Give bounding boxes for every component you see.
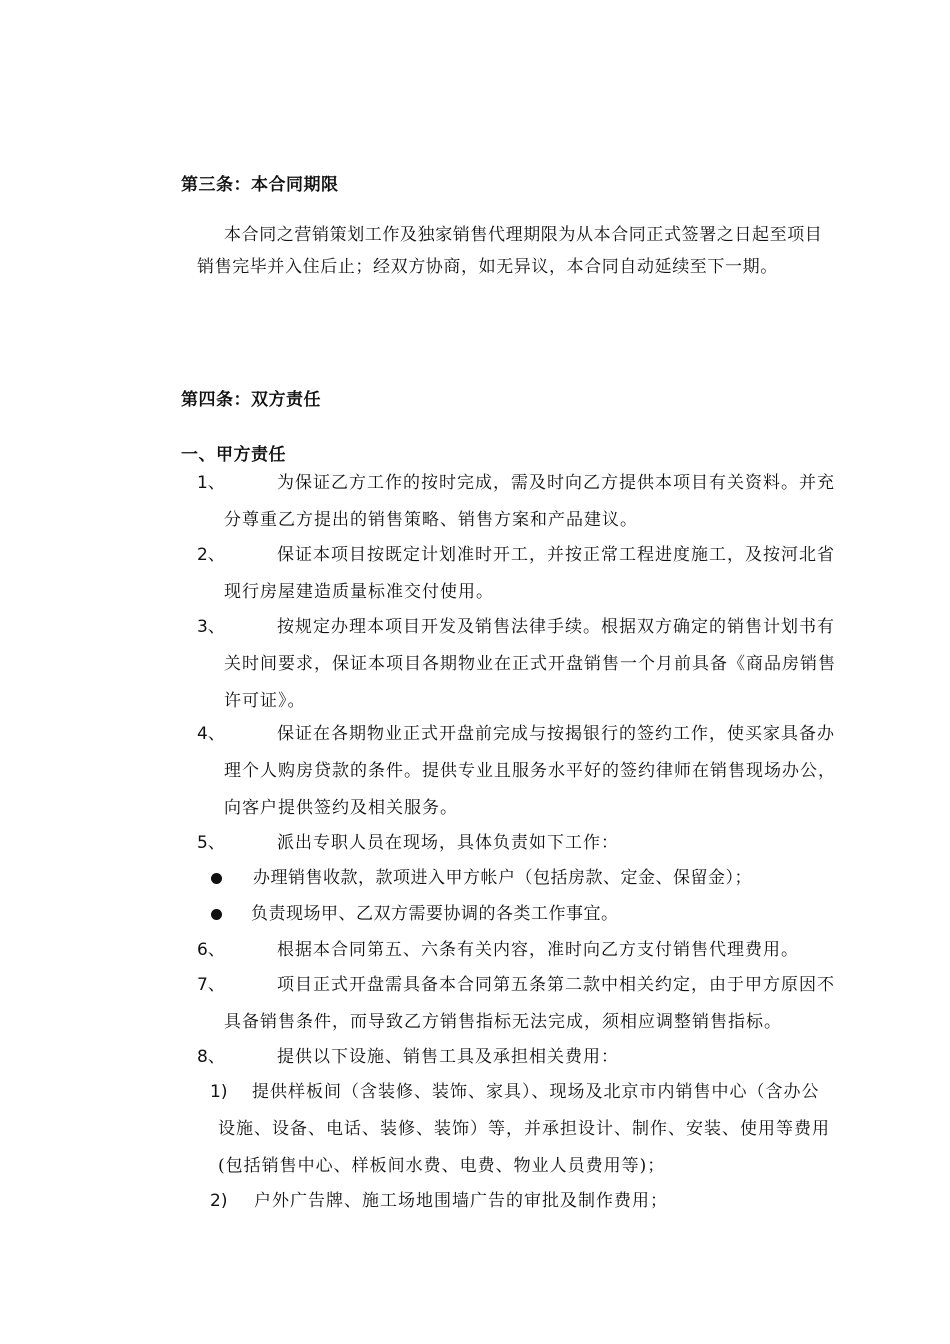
sub-item-number: 2)	[210, 1191, 228, 1211]
bullet-dot	[211, 873, 222, 884]
sub-item-number: 1)	[210, 1082, 228, 1102]
item-number: 1、	[197, 473, 225, 493]
item-number: 2、	[197, 545, 225, 565]
article-4-heading: 第四条：双方责任	[181, 390, 321, 410]
item-text: 提供以下设施、销售工具及承担相关费用：	[277, 1047, 619, 1067]
article-3-heading: 第三条：本合同期限	[181, 175, 339, 195]
sub-list-item	[210, 1183, 837, 1220]
item-number: 6、	[197, 940, 225, 960]
list-item	[197, 465, 837, 545]
list-item	[197, 609, 837, 724]
sub-item-text: 户外广告牌、施工场地围墙广告的审批及制作费用；	[254, 1191, 668, 1211]
item-number: 4、	[197, 724, 225, 744]
item-text: 保证在各期物业正式开盘前完成与按揭银行的签约工作，使买家具备办理个人购房贷款的条件。提供专业且服务水平好的签约律师在销售现场办公，向客户提供签约及相关服务。	[224, 724, 836, 818]
item-number: 7、	[197, 975, 225, 995]
list-item	[197, 825, 837, 862]
item-number: 8、	[197, 1047, 225, 1067]
sub-item-text: 提供样板间（含装修、装饰、家具）、现场及北京市内销售中心（含办公设施、设备、电话、装修、装饰）等，并承担设计、制作、安装、使用等费用(包括销售中心、样板间水费、电费、物业人员费用等)；	[218, 1082, 830, 1176]
list-item	[197, 537, 837, 617]
item-text: 按规定办理本项目开发及销售法律手续。根据双方确定的销售计划书有关时间要求，保证本项目各期物业在正式开盘销售一个月前具备《商品房销售许可证》。	[224, 617, 836, 711]
item-number: 5、	[197, 833, 225, 853]
bullet-text: 负责现场甲、乙双方需要协调的各类工作事宜。	[251, 904, 619, 924]
item-text: 保证本项目按既定计划准时开工，并按正常工程进度施工，及按河北省现行房屋建造质量标准交付使用。	[224, 545, 835, 602]
item-text: 为保证乙方工作的按时完成，需及时向乙方提供本项目有关资料。并充分尊重乙方提出的销售策略、销售方案和产品建议。	[224, 473, 835, 530]
sub-list-item	[210, 1074, 837, 1189]
list-item	[197, 932, 837, 969]
bullet-text: 办理销售收款，款项进入甲方帐户（包括房款、定金、保留金）；	[253, 868, 752, 888]
bullet-dot	[211, 909, 222, 920]
list-item	[197, 716, 837, 831]
item-text: 项目正式开盘需具备本合同第五条第二款中相关约定，由于甲方原因不具备销售条件，而导致乙方销售指标无法完成，须相应调整销售指标。	[224, 975, 835, 1032]
item-text: 根据本合同第五、六条有关内容，准时向乙方支付销售代理费用。	[277, 940, 799, 960]
item-number: 3、	[197, 617, 225, 637]
item-text: 派出专职人员在现场，具体负责如下工作：	[277, 833, 619, 853]
article-3-paragraph: 本合同之营销策划工作及独家销售代理期限为从本合同正式签署之日起至项目销售完毕并入住后止；经双方协商，如无异议，本合同自动延续至下一期。	[197, 225, 823, 277]
list-item	[197, 1039, 837, 1076]
list-item	[197, 967, 837, 1047]
section-party-a-heading: 一、甲方责任	[181, 445, 286, 465]
